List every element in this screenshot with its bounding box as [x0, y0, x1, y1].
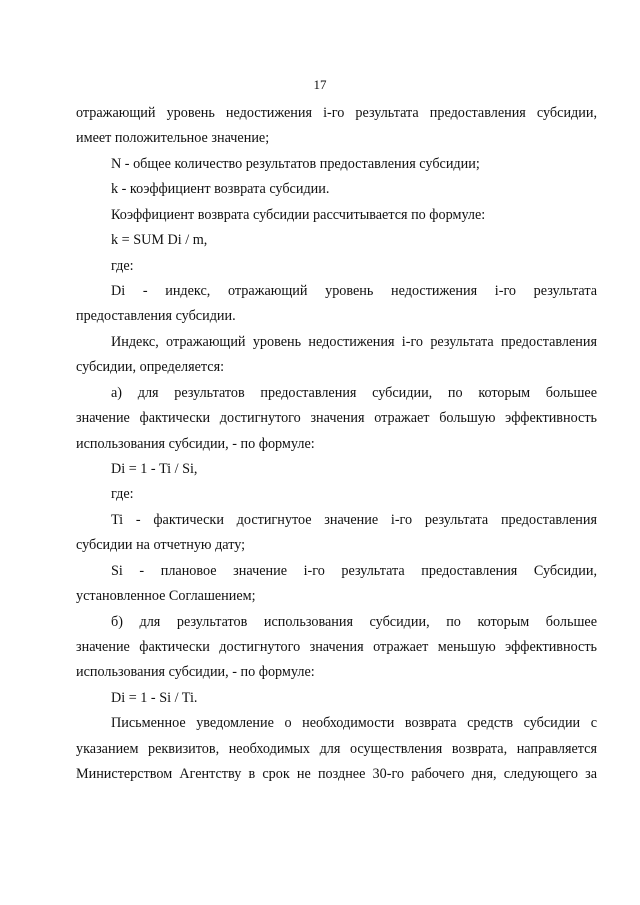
text-line: Si - плановое значение i-го результата предоставления Субсидии,	[111, 563, 597, 579]
text-line: указанием реквизитов, необходимых для осуществления возврата, направляется	[76, 741, 597, 757]
text-line: Di - индекс, отражающий уровень недостижения i-го результата	[111, 283, 597, 299]
text-line: субсидии, определяется:	[76, 359, 225, 375]
text-line: N - общее количество результатов предоставления субсидии;	[111, 156, 480, 172]
text-line: предоставления субсидии.	[76, 308, 236, 324]
text-line: Di = 1 - Si / Ti.	[111, 690, 198, 706]
text-line: значение фактически достигнутого значения отражает большую эффективность	[76, 410, 597, 426]
text-line: Di = 1 - Ti / Si,	[111, 461, 198, 477]
text-line: Письменное уведомление о необходимости возврата средств субсидии с	[111, 715, 597, 731]
text-line: Министерством Агентству в срок не позднее 30-го рабочего дня, следующего за	[76, 766, 597, 782]
text-line: k = SUM Di / m,	[111, 232, 208, 248]
text-line: Ti - фактически достигнутое значение i-го результата предоставления	[111, 512, 597, 528]
text-line: использования субсидии, - по формуле:	[76, 664, 315, 680]
page-number: 17	[313, 77, 327, 92]
text-line: субсидии на отчетную дату;	[76, 537, 246, 553]
text-line: где:	[111, 486, 134, 502]
text-line: k - коэффициент возврата субсидии.	[111, 181, 330, 197]
text-line: значение фактически достигнутого значения отражает меньшую эффективность	[76, 639, 597, 655]
text-line: Индекс, отражающий уровень недостижения i-го результата предоставления	[111, 334, 597, 350]
text-line: б) для результатов использования субсидии, по которым большее	[111, 614, 597, 630]
text-line: установленное Соглашением;	[76, 588, 256, 604]
text-line: где:	[111, 258, 134, 274]
text-line: использования субсидии, - по формуле:	[76, 436, 315, 452]
text-line: а) для результатов предоставления субсидии, по которым большее	[111, 385, 597, 401]
text-line: отражающий уровень недостижения i-го результата предоставления субсидии,	[76, 105, 597, 121]
text-line: Коэффициент возврата субсидии рассчитывается по формуле:	[111, 207, 486, 223]
text-line: имеет положительное значение;	[76, 130, 270, 146]
